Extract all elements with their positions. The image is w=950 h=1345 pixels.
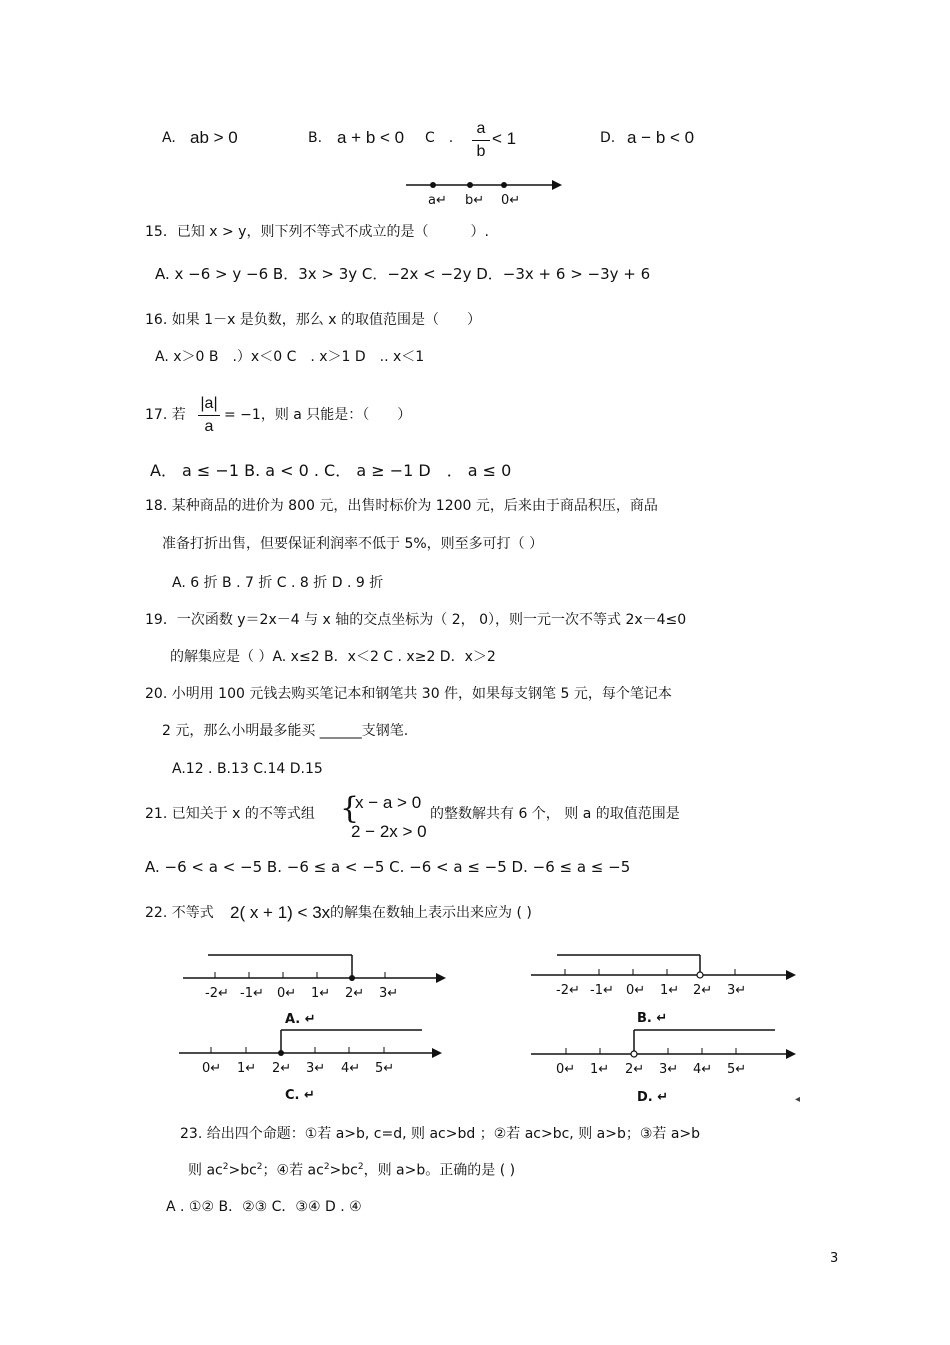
page-number: 3 [830, 1251, 839, 1266]
q17-denominator: a [204, 418, 214, 435]
q22-expression: 2( x + 1) < 3x [230, 903, 331, 922]
q14-option-d-label: D. [600, 130, 616, 146]
option-label-a: A. ↵ [285, 1012, 316, 1027]
tick-label: -1↵ [240, 986, 264, 1001]
stray-mark: ◂ [795, 1094, 801, 1105]
option-label-c: C. ↵ [285, 1088, 315, 1103]
axis-arrow [436, 973, 446, 983]
q22-diagram-b [531, 955, 796, 1026]
tick-label: 3↵ [659, 1062, 679, 1077]
q23-line-1: 23. 给出四个命题：①若 a>b, c=d, 则 ac>bd ；②若 ac>bc, 则 a>b；③若 a>b [180, 1126, 701, 1142]
tick-label: 5↵ [375, 1061, 395, 1076]
tick-label: 0↵ [202, 1061, 222, 1076]
tick-label: 0↵ [626, 983, 646, 998]
q14-option-c-rest: < 1 [492, 129, 517, 148]
tick-label: 3↵ [306, 1061, 326, 1076]
q23-line-2 [188, 1163, 515, 1178]
q18-options: A. 6 折 B . 7 折 C . 8 折 D . 9 折 [172, 575, 384, 591]
q21-options: A. −6 < a < −5 B. −6 ≤ a < −5 C. −6 < a ≤ −5 D. −6 ≤ a ≤ −5 [145, 858, 631, 876]
tick-label: 2↵ [625, 1062, 645, 1077]
q20-options: A.12 . B.13 C.14 D.15 [172, 761, 323, 777]
q14-option-a-label: A. [162, 130, 176, 146]
label-a: a↵ [428, 193, 447, 208]
tick-label: 2↵ [693, 983, 713, 998]
q22-diagram-d [531, 1030, 796, 1105]
q21-stem-prefix: 21. 已知关于 x 的不等式组 [145, 806, 315, 822]
point-zero [501, 182, 507, 188]
q21-stem-suffix: 的整数解共有 6 个， 则 a 的取值范围是 [430, 806, 680, 822]
tick-label: 2↵ [345, 986, 365, 1001]
q22-stem-prefix: 22. 不等式 [145, 905, 214, 921]
q17-numerator: |a| [200, 395, 218, 412]
label-zero: 0↵ [501, 193, 521, 208]
q20-line-1: 20. 小明用 100 元钱去购买笔记本和钢笔共 30 件，如果每支钢笔 5 元，每个笔记本 [145, 686, 672, 702]
superscript: 2 [222, 1162, 229, 1172]
q19-line-1: 19．一次函数 y＝2x－4 与 x 轴的交点坐标为（ 2， 0），则一元一次不等式 2x－4≤0 [145, 612, 687, 628]
option-label-b: B. ↵ [637, 1011, 668, 1026]
q14-option-c-label: C . [425, 130, 454, 146]
q17-stem-prefix: 17. 若 [145, 407, 186, 423]
q20-line-2: 2 元，那么小明最多能买 ______支钢笔. [162, 723, 409, 739]
tick-label: 4↵ [341, 1061, 361, 1076]
solid-point [349, 975, 355, 981]
q23-options: A . ①② B．②③ C．③④ D . ④ [166, 1199, 362, 1215]
tick-label: 3↵ [727, 983, 747, 998]
tick-label: 1↵ [311, 986, 331, 1001]
q19-line-2: 的解集应是（ ）A. x≤2 B．x＜2 C . x≥2 D．x＞2 [170, 649, 496, 665]
q18-line-1: 18. 某种商品的进价为 800 元，出售时标价为 1200 元，后来由于商品积压，商品 [145, 498, 658, 514]
q14-option-b-label: B. [308, 130, 323, 146]
tick-label: -2↵ [556, 983, 580, 998]
q23-line2-part: >bc [329, 1162, 358, 1179]
label-b: b↵ [465, 193, 485, 208]
q14-option-b-expr: a + b < 0 [337, 128, 405, 147]
q15-options: A. x −6 > y −6 B．3x > 3y C．−2x < −2y D．−3x + 6 > −3y + 6 [155, 265, 651, 283]
q17-fraction [198, 395, 220, 436]
q14-option-d-expr: a − b < 0 [627, 128, 695, 147]
point-b [467, 182, 473, 188]
q14-option-a-expr: ab > 0 [190, 128, 238, 147]
q23-line2-part: ；④若 ac [262, 1162, 324, 1179]
hollow-point [697, 972, 703, 978]
axis-arrow [786, 1049, 796, 1059]
point-a [430, 182, 436, 188]
solid-point [278, 1050, 284, 1056]
q17-stem-suffix: = −1，则 a 只能是：（ ） [224, 407, 412, 423]
tick-label: -2↵ [205, 986, 229, 1001]
tick-label: 1↵ [590, 1062, 610, 1077]
tick-label: 0↵ [277, 986, 297, 1001]
brace-icon: { [340, 791, 360, 826]
fraction-bar [198, 415, 220, 416]
option-label-d: D. ↵ [637, 1090, 669, 1105]
q23-line2-part: ，则 a>b。正确的是 ( ) [363, 1162, 516, 1179]
q22-diagram-c [179, 1030, 442, 1103]
q22-diagram-a [183, 955, 446, 1027]
q18-line-2: 准备打折出售，但要保证利润率不低于 5%，则至多可打（ ） [162, 536, 544, 552]
tick-label: 3↵ [379, 986, 399, 1001]
tick-label: 2↵ [272, 1061, 292, 1076]
tick-label: 4↵ [693, 1062, 713, 1077]
superscript: 2 [256, 1162, 263, 1172]
tick-label: 0↵ [556, 1062, 576, 1077]
superscript: 2 [323, 1162, 330, 1172]
q17-options: A． a ≤ −1 B. a < 0 . C． a ≥ −1 D ． a ≤ 0 [150, 461, 512, 480]
axis-arrow [552, 180, 562, 190]
q21-system-line-1: x − a > 0 [355, 793, 422, 812]
tick-label: 1↵ [660, 983, 680, 998]
q14-c-denominator: b [476, 143, 486, 160]
axis-arrow [786, 970, 796, 980]
q16-options: A. x＞0 B .）x＜0 C . x＞1 D .. x＜1 [155, 349, 425, 365]
q21-system-line-2: 2 − 2x > 0 [351, 822, 427, 841]
q23-line2-part: >bc [228, 1162, 257, 1179]
tick-label: 5↵ [727, 1062, 747, 1077]
superscript: 2 [357, 1162, 364, 1172]
q16-stem: 16. 如果 1－x 是负数，那么 x 的取值范围是（ ） [145, 312, 481, 328]
tick-label: 1↵ [237, 1061, 257, 1076]
q14-c-numerator: a [476, 120, 486, 137]
q14-number-line [406, 180, 562, 208]
hollow-point [631, 1051, 637, 1057]
q23-line2-part: 则 ac [188, 1162, 223, 1179]
q15-stem: 15．已知 x > y，则下列不等式不成立的是（ ）. [145, 224, 489, 240]
q22-stem-suffix: 的解集在数轴上表示出来应为 ( ) [330, 905, 532, 921]
tick-label: -1↵ [590, 983, 614, 998]
axis-arrow [432, 1048, 442, 1058]
